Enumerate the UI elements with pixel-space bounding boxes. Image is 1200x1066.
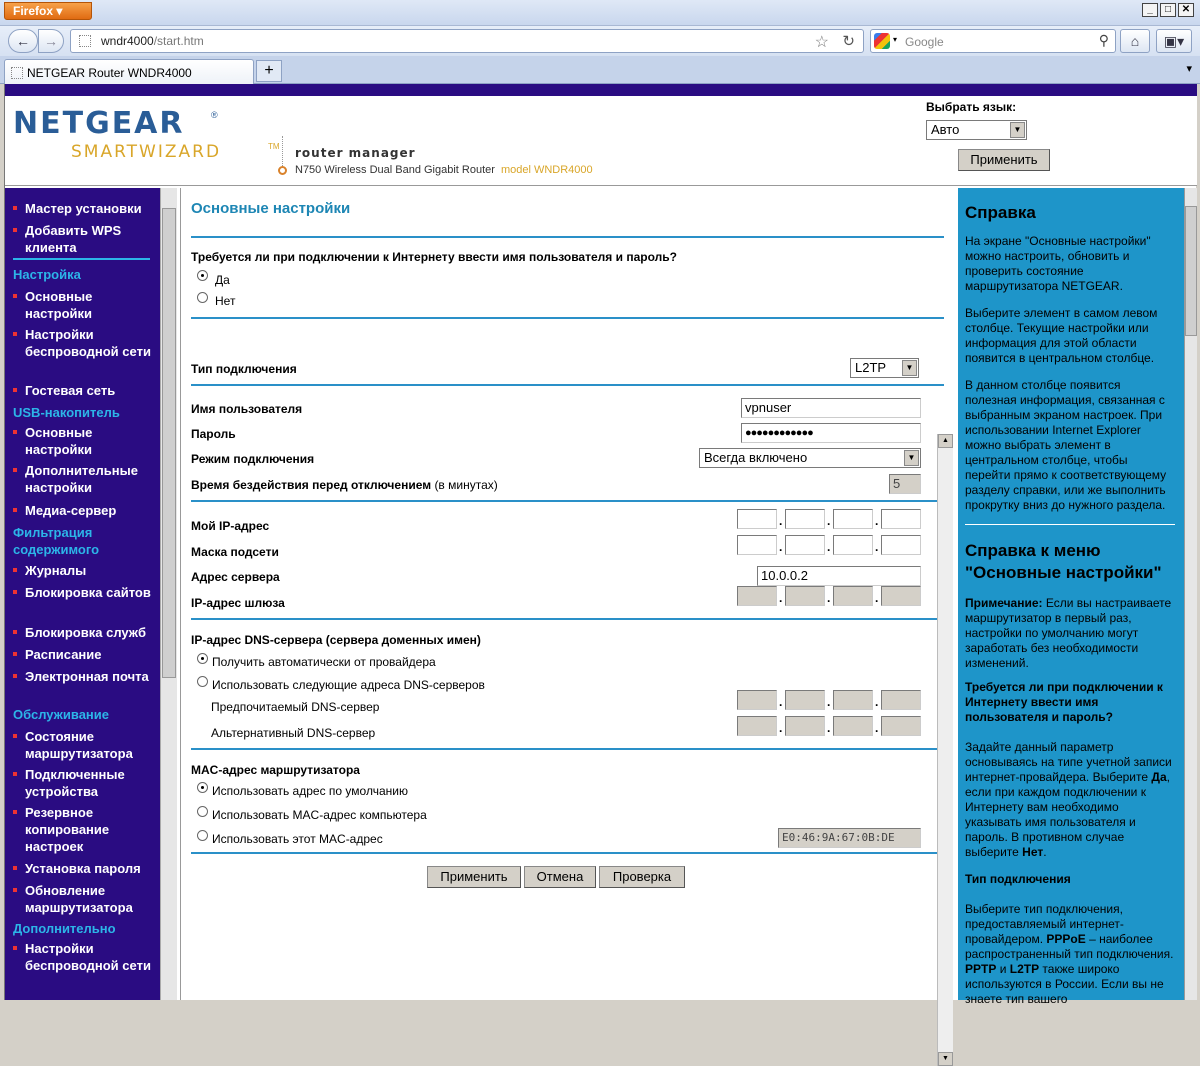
dropdown-arrow-icon: ▼	[904, 450, 919, 466]
sidebar-section-heading[interactable]: Настройка	[13, 267, 81, 282]
mask-label: Маска подсети	[191, 545, 279, 559]
help-title: Справка	[965, 203, 1036, 222]
sidebar-item-label: Журналы	[25, 563, 87, 578]
ip-separator: .	[875, 591, 879, 605]
help-scrollbar-thumb[interactable]	[1185, 206, 1197, 336]
login-yes-radio[interactable]	[197, 270, 208, 281]
tab-bar	[0, 56, 1200, 84]
sidebar-item-label: Мастер установки	[25, 201, 142, 216]
sidebar-item-label: Подключенные устройства	[25, 767, 125, 799]
conn-type-select[interactable]: L2TP ▼	[850, 358, 919, 378]
username-input[interactable]: vpnuser	[741, 398, 921, 418]
login-yes-label: Да	[215, 273, 230, 287]
ip-separator: .	[827, 514, 831, 528]
url-text: wndr4000/start.htm	[101, 34, 204, 48]
sidebar-item-label: Основные настройки	[25, 425, 93, 457]
mask-octet-input[interactable]	[881, 535, 921, 555]
sidebar-item-label: Блокировка служб	[25, 625, 147, 640]
server-input[interactable]: 10.0.0.2	[757, 566, 921, 586]
mac-this-radio[interactable]	[197, 830, 208, 841]
mask-octet-input[interactable]	[785, 535, 825, 555]
divider	[191, 236, 944, 238]
sidebar-item[interactable]	[13, 424, 155, 458]
ip-separator: .	[779, 540, 783, 554]
help-panel	[958, 188, 1184, 1006]
dropdown-arrow-icon: ▼	[1010, 122, 1025, 138]
sidebar-item[interactable]	[13, 728, 155, 762]
help-paragraph: В данном столбце появится полезная информация, связанная с выбранным экраном настроек. При использовании Internet Explorer можно выбрать элемент в центральном столбце, чтобы перейти прямо к соответствующему разделу справки, или же выполнить прокрутку вниз до нужного раздела.	[965, 378, 1167, 512]
sidebar-item[interactable]	[13, 646, 155, 663]
help-conn-heading: Тип подключения	[965, 872, 1071, 886]
divider	[191, 384, 944, 386]
gateway-octet-input[interactable]	[833, 586, 873, 606]
ip-separator: .	[875, 721, 879, 735]
apply-button[interactable]: Применить	[427, 866, 521, 888]
bullet-icon	[13, 228, 17, 232]
registered-mark: ®	[211, 110, 218, 120]
ip-separator: .	[875, 540, 879, 554]
cancel-button[interactable]: Отмена	[524, 866, 596, 888]
mode-label: Режим подключения	[191, 452, 315, 466]
bullet-icon	[13, 630, 17, 634]
sidebar-section-heading[interactable]: Фильтрация содержимого	[13, 525, 100, 557]
language-apply-button[interactable]: Применить	[958, 149, 1050, 171]
sidebar-item-label: Резервное копирование настроек	[25, 805, 110, 854]
language-select[interactable]: Авто ▼	[926, 120, 1027, 140]
menu-divider	[13, 258, 150, 260]
help-question-text: Задайте данный параметр основываясь на типе учетной записи интернет-провайдера. Выберите Да, если при каждом подключении к Интернету вам необходимо указывать имя пользователя и пароль. В противном случае выберите Нет.	[965, 740, 1172, 859]
gateway-octet-input[interactable]	[737, 586, 777, 606]
new-tab-button[interactable]: +	[256, 60, 282, 82]
gateway-label: IP-адрес шлюза	[191, 596, 285, 610]
help-paragraph: На экране "Основные настройки" можно настроить, обновить и проверить состояние маршрутизатора NETGEAR.	[965, 234, 1151, 293]
my-ip-octet-input[interactable]	[881, 509, 921, 529]
main-panel	[180, 188, 957, 1062]
ip-separator: .	[779, 591, 783, 605]
bookmark-star-icon[interactable]: ☆	[814, 34, 829, 51]
mac-computer-label: Использовать MAC-адрес компьютера	[212, 808, 427, 822]
search-placeholder: Google	[905, 35, 944, 49]
sidebar-item[interactable]	[13, 462, 155, 496]
bullet-icon	[13, 508, 17, 512]
sidebar-item[interactable]	[13, 326, 155, 360]
minimize-icon[interactable]: _	[1142, 3, 1158, 17]
window-controls	[1142, 3, 1194, 17]
sidebar-item[interactable]	[13, 624, 155, 641]
dns-primary-octet-input[interactable]	[881, 690, 921, 710]
divider	[191, 317, 944, 319]
ip-separator: .	[779, 514, 783, 528]
mask-octet-input[interactable]	[737, 535, 777, 555]
maximize-icon[interactable]: □	[1160, 3, 1176, 17]
dns-auto-label: Получить автоматически от провайдера	[212, 655, 436, 669]
ip-separator: .	[827, 540, 831, 554]
google-icon[interactable]	[874, 33, 890, 49]
mac-this-label: Использовать этот MAC-адрес	[212, 832, 383, 846]
router-dot-icon	[278, 166, 287, 175]
back-button[interactable]: ←	[8, 29, 38, 53]
sidebar-item[interactable]	[13, 382, 155, 399]
sidebar-item[interactable]	[13, 288, 155, 322]
mac-default-label: Использовать адрес по умолчанию	[212, 784, 408, 798]
addons-button[interactable]: ▣▾	[1156, 29, 1192, 53]
password-input[interactable]: ●●●●●●●●●●●●	[741, 423, 921, 443]
bullet-icon	[13, 772, 17, 776]
router-page	[4, 84, 1196, 1062]
page-icon	[79, 35, 91, 47]
forward-button[interactable]: →	[38, 29, 64, 53]
bullet-icon	[13, 590, 17, 594]
ip-separator: .	[875, 695, 879, 709]
bullet-icon	[13, 888, 17, 892]
username-label: Имя пользователя	[191, 402, 303, 416]
ip-separator: .	[779, 721, 783, 735]
sidebar-item[interactable]	[13, 882, 155, 916]
sidebar-item-label: Обновление маршрутизатора	[25, 883, 133, 915]
search-engine-dropdown-icon[interactable]: ▾	[893, 35, 898, 44]
mode-select[interactable]: Всегда включено ▼	[699, 448, 921, 468]
ip-separator: .	[827, 695, 831, 709]
mac-default-radio[interactable]	[197, 782, 208, 793]
dns-primary-octet-input[interactable]	[737, 690, 777, 710]
help-divider	[965, 524, 1175, 525]
test-button[interactable]: Проверка	[599, 866, 685, 888]
sidebar-item[interactable]	[13, 668, 155, 685]
main-scrollbar[interactable]	[937, 434, 953, 1066]
mask-octet-input[interactable]	[833, 535, 873, 555]
dns-secondary-octet-input[interactable]	[785, 716, 825, 736]
mac-input[interactable]: E0:46:9A:67:0B:DE	[778, 828, 921, 848]
sidebar-item[interactable]	[13, 860, 155, 877]
sidebar-item[interactable]	[13, 940, 155, 974]
scroll-up-icon[interactable]: ▲	[938, 434, 953, 448]
sidebar-item-label: Расписание	[25, 647, 102, 662]
tab-title: NETGEAR Router WNDR4000	[27, 66, 192, 80]
sidebar-item[interactable]	[13, 502, 155, 519]
top-stripe	[5, 84, 1197, 96]
menu-scrollbar[interactable]	[160, 188, 177, 1000]
close-icon[interactable]: ✕	[1178, 3, 1194, 17]
sidebar-item-label: Настройки беспроводной сети	[25, 941, 151, 973]
search-bar[interactable]	[870, 29, 1116, 53]
bullet-icon	[13, 810, 17, 814]
dns-primary-octet-input[interactable]	[785, 690, 825, 710]
my-ip-octet-input[interactable]	[737, 509, 777, 529]
bullet-icon	[13, 388, 17, 392]
bullet-icon	[13, 734, 17, 738]
sidebar-item-label: Настройки беспроводной сети	[25, 327, 151, 359]
sidebar-item[interactable]	[13, 804, 155, 855]
sidebar-item-label: Основные настройки	[25, 289, 93, 321]
sidebar-section-heading[interactable]: Обслуживание	[13, 707, 110, 722]
title-bar	[0, 0, 1200, 26]
sidebar-menu	[5, 188, 177, 1000]
login-no-label: Нет	[215, 294, 236, 308]
dns-title: IP-адрес DNS-сервера (сервера доменных имен)	[191, 633, 481, 647]
sidebar-item-label: Дополнительные настройки	[25, 463, 138, 495]
sidebar-section-heading[interactable]: USB-накопитель	[13, 405, 120, 420]
bullet-icon	[13, 652, 17, 656]
help-conn-text: Выберите тип подключения, предоставляемый интернет-провайдером. PPPoE – наиболее распространенный тип подключения. PPTP и L2TP также широко используются в России. Если вы не знаете тип вашего	[965, 902, 1174, 1006]
page-header	[5, 96, 1197, 186]
sidebar-item-label: Установка пароля	[25, 861, 141, 876]
gateway-octet-input[interactable]	[881, 586, 921, 606]
my-ip-octet-input[interactable]	[785, 509, 825, 529]
bullet-icon	[13, 294, 17, 298]
dns-secondary-octet-input[interactable]	[737, 716, 777, 736]
router-manager-label: router manager	[295, 146, 416, 160]
dns-manual-radio[interactable]	[197, 676, 208, 687]
bullet-icon	[13, 946, 17, 950]
divider	[191, 618, 944, 620]
divider	[191, 500, 944, 502]
tab-netgear[interactable]	[4, 59, 254, 84]
home-button[interactable]: ⌂	[1120, 29, 1150, 53]
server-label: Адрес сервера	[191, 570, 280, 584]
login-no-radio[interactable]	[197, 292, 208, 303]
ip-separator: .	[827, 721, 831, 735]
tab-list-icon[interactable]: ▾	[1186, 63, 1192, 75]
tab-favicon-icon	[11, 67, 23, 79]
navigation-toolbar	[0, 26, 1200, 56]
language-label: Выбрать язык:	[926, 100, 1017, 114]
sidebar-item[interactable]	[13, 200, 155, 217]
sidebar-item[interactable]	[13, 766, 155, 800]
ip-separator: .	[779, 695, 783, 709]
divider	[191, 748, 944, 750]
dropdown-arrow-icon: ▼	[902, 360, 917, 376]
firefox-menu-button[interactable]: Firefox ▾	[4, 2, 92, 20]
gateway-octet-input[interactable]	[785, 586, 825, 606]
netgear-logo: NETGEAR	[13, 106, 185, 141]
bullet-icon	[13, 866, 17, 870]
search-icon[interactable]: ⚲	[1098, 32, 1109, 48]
smartwizard-logo: SMARTWIZARD	[71, 142, 222, 162]
scroll-down-icon[interactable]: ▼	[938, 1052, 953, 1066]
conn-type-label: Тип подключения	[191, 362, 297, 376]
router-model-label: N750 Wireless Dual Band Gigabit Router model WNDR4000	[295, 164, 593, 176]
sidebar-section-heading[interactable]: Дополнительно	[13, 921, 116, 936]
url-bar[interactable]	[70, 29, 864, 53]
dns-secondary-octet-input[interactable]	[833, 716, 873, 736]
dns-manual-label: Использовать следующие адреса DNS-серверов	[212, 678, 485, 692]
login-question: Требуется ли при подключении к Интернету ввести имя пользователя и пароль?	[191, 250, 677, 264]
sidebar-item-label: Блокировка сайтов	[25, 585, 151, 600]
page-title: Основные настройки	[191, 200, 351, 217]
mac-computer-radio[interactable]	[197, 806, 208, 817]
bullet-icon	[13, 468, 17, 472]
bullet-icon	[13, 206, 17, 210]
idle-label: Время бездействия перед отключением (в минутах)	[191, 478, 498, 492]
bullet-icon	[13, 568, 17, 572]
help-paragraph: Выберите элемент в самом левом столбце. Текущие настройки или информация для этой области появится в центральном столбце.	[965, 306, 1158, 365]
my-ip-label: Мой IP-адрес	[191, 519, 270, 533]
sidebar-item-label: Состояние маршрутизатора	[25, 729, 133, 761]
sidebar-item-label: Добавить WPS клиента	[25, 223, 122, 255]
divider	[191, 852, 944, 854]
dns-secondary-octet-input[interactable]	[881, 716, 921, 736]
dns-primary-label: Предпочитаемый DNS-сервер	[211, 700, 380, 714]
reload-icon[interactable]: ↻	[842, 33, 855, 50]
idle-input[interactable]: 5	[889, 474, 921, 494]
sidebar-item[interactable]	[13, 584, 155, 601]
menu-scrollbar-thumb[interactable]	[162, 208, 176, 678]
help-note: Примечание: Если вы настраиваете маршрутизатор в первый раз, настройки по умолчанию могут заработать без необходимости изменений.	[965, 596, 1172, 670]
sidebar-item-label: Электронная почта	[25, 669, 149, 684]
mac-title: MAC-адрес маршрутизатора	[191, 763, 360, 777]
dns-auto-radio[interactable]	[197, 653, 208, 664]
sidebar-item-label: Медиа-сервер	[25, 503, 117, 518]
ip-separator: .	[827, 591, 831, 605]
help-question-heading: Требуется ли при подключении к Интернету ввести имя пользователя и пароль?	[965, 680, 1163, 724]
ip-separator: .	[875, 514, 879, 528]
decorative-line	[282, 136, 283, 166]
sidebar-item-label: Гостевая сеть	[25, 383, 116, 398]
help-menu-title: Справка к меню "Основные настройки"	[965, 541, 1162, 582]
bullet-icon	[13, 674, 17, 678]
dns-primary-octet-input[interactable]	[833, 690, 873, 710]
help-scrollbar[interactable]	[1184, 188, 1197, 1000]
bullet-icon	[13, 430, 17, 434]
my-ip-octet-input[interactable]	[833, 509, 873, 529]
sidebar-item[interactable]	[13, 222, 155, 256]
dns-secondary-label: Альтернативный DNS-сервер	[211, 726, 376, 740]
trademark-mark: TM	[268, 142, 280, 151]
bullet-icon	[13, 332, 17, 336]
sidebar-item[interactable]	[13, 562, 155, 579]
password-label: Пароль	[191, 427, 236, 441]
